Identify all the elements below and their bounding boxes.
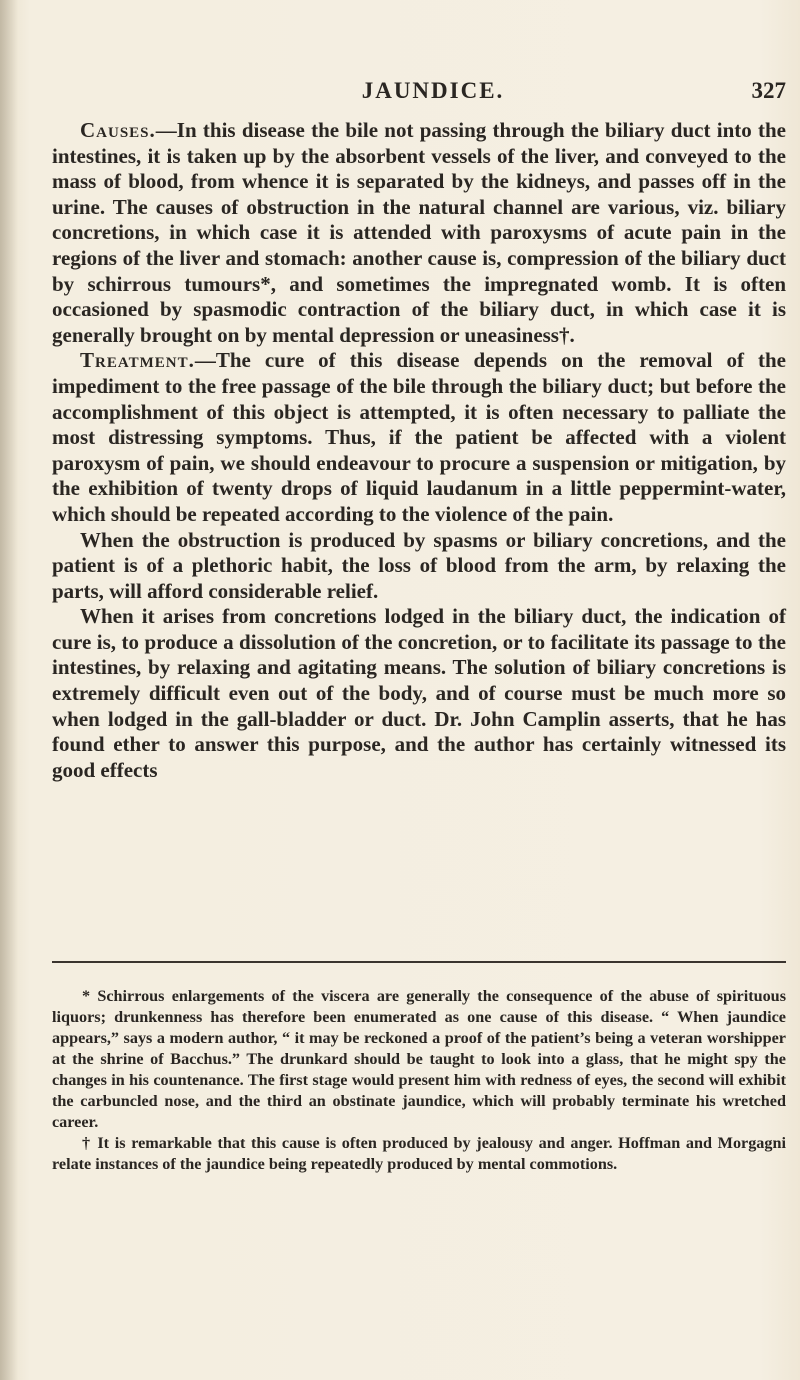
running-head: JAUNDICE. <box>361 78 505 103</box>
paragraph-text: —In this disease the bile not passing through the biliary duct into the intestines, it is taken up by the absorbent vessels of the liver, and conveyed to the mass of blood, from whence it is separated by the kidneys, and passes off in the urine. The causes of obstruction in the natural channel are various, viz. biliary concretions, in which case it is attended with paroxysms of acute pain in the regions of the liver and stomach: another cause is, compression of the biliary duct by schirrous tumours*, and sometimes the impregnated womb. It is often occasioned by spasmodic contraction of the biliary duct, in which case it is generally brought on by mental depression or uneasiness†. <box>52 118 786 347</box>
paragraph-treatment <box>52 348 786 527</box>
section-lead-causes: Causes. <box>80 118 156 142</box>
paragraph-text: When the obstruction is produced by spasms or biliary concretions, and the patient is of a plethoric habit, the loss of blood from the arm, by relaxing the parts, will afford considerable relief. <box>52 527 786 603</box>
paragraph-text: —The cure of this disease depends on the removal of the impediment to the free passage of the bile through the biliary duct; but before the accomplishment of this object is attempted, it is often necessary to palliate the most distressing symptoms. Thus, if the patient be affected with a violent paroxysm of pain, we should endeavour to procure a suspension or mitigation, by the exhibition of twenty drops of liquid laudanum in a little peppermint-water, which should be repeated according to the violence of the pain. <box>52 348 786 526</box>
page-header <box>80 78 786 108</box>
paragraph-concretions <box>52 604 786 783</box>
footnote-schirrous: * Schirrous enlargements of the viscera are generally the consequence of the abuse of spirituous liquors; drunkenness has therefore been enumerated as one cause of this disease. “ When jaundice appears,” says a modern author, “ it may be reckoned a proof of the patient’s being a veteran worshipper at the shrine of Bacchus.” The drunkard should be taught to look into a glass, that he might spy the changes in his countenance. The first stage would present him with redness of eyes, the second will exhibit the carbuncled nose, and the third an obstinate jaundice, which will probably terminate his wretched career. <box>52 987 786 1131</box>
page-number: 327 <box>751 78 786 103</box>
footnote-divider <box>52 961 786 963</box>
main-text <box>52 118 786 783</box>
footnotes <box>52 986 786 1175</box>
paragraph-spasms <box>52 528 786 605</box>
binding-shadow <box>0 0 18 1380</box>
section-lead-treatment: Treatment. <box>80 348 195 373</box>
paragraph-causes <box>52 118 786 348</box>
paragraph-text: When it arises from concretions lodged in the biliary duct, the indication of cure is, to produce a dissolution of the concretion, or to facilitate its passage to the intestines, by relaxing and agitating means. The solution of biliary concretions is extremely difficult even out of the body, and of course must be much more so when lodged in the gall-bladder or duct. Dr. John Camplin asserts, that he has found ether to answer this purpose, and the author has certainly witnessed its good effects <box>52 604 786 782</box>
footnote-jealousy: † It is remarkable that this cause is often produced by jealousy and anger. Hoffman and Morgagni relate instances of the jaundice being repeatedly produced by mental commotions. <box>52 1134 786 1173</box>
